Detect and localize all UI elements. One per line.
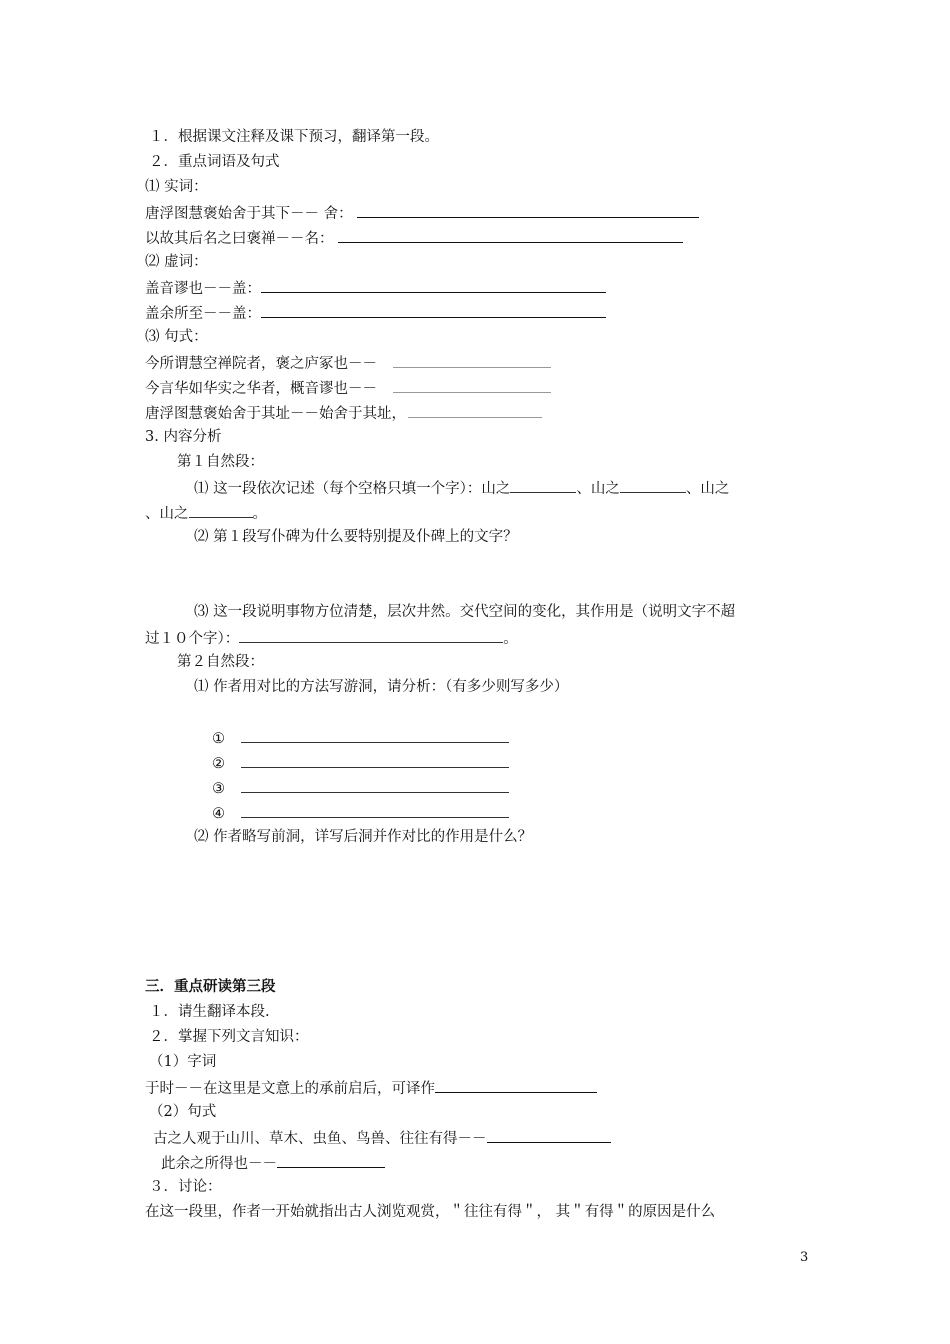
- question-text: 古之人观于山川、草木、虫鱼、鸟兽、往往有得－－: [153, 1131, 487, 1147]
- question-p1-order: [194, 477, 729, 499]
- question-text: 今言华如华实之华者，概音谬也－－: [145, 381, 377, 397]
- answer-blank[interactable]: [241, 727, 509, 743]
- question-p1-order-cont: [145, 502, 267, 524]
- item-3-discussion: ３．讨论：: [149, 1179, 222, 1195]
- question-sentence-3: [145, 402, 542, 424]
- question-gai-1: [145, 277, 606, 299]
- page-number: 3: [800, 1250, 809, 1265]
- answer-blank[interactable]: [261, 302, 606, 318]
- question-text: 以故其后名之曰褒禅－－名：: [145, 231, 334, 247]
- answer-blank[interactable]: [393, 352, 551, 368]
- question-text: 此余之所得也－－: [161, 1156, 277, 1172]
- answer-blank[interactable]: [241, 777, 509, 793]
- answer-blank[interactable]: [239, 627, 503, 643]
- answer-blank[interactable]: [487, 1127, 611, 1143]
- discussion-question: 在这一段里，作者一开始就指出古人浏览观赏，＂往往有得＂， 其＂有得＂的原因是什么: [145, 1204, 716, 1220]
- sub-heading-sentence-patterns: ⑶ 句式：: [145, 329, 208, 345]
- answer-line-1: [212, 727, 509, 749]
- end-period: 。: [503, 631, 518, 647]
- question-text: ⑴ 这一段依次记述（每个空格只填一个字）：山之: [194, 481, 511, 497]
- separator-text: 、山之: [145, 506, 189, 522]
- separator-text: 、山之: [685, 481, 730, 497]
- item-3-content-analysis: 3. 内容分析: [145, 429, 222, 445]
- answer-line-3: [212, 777, 509, 799]
- list-marker: ④: [212, 806, 225, 822]
- answer-blank[interactable]: [261, 277, 606, 293]
- answer-line-2: [212, 752, 509, 774]
- question-p1-function-cont: [145, 627, 518, 649]
- question-text: 盖余所至－－盖：: [145, 306, 261, 322]
- question-sentence-2: [145, 377, 551, 399]
- answer-blank[interactable]: [510, 477, 576, 493]
- answer-blank[interactable]: [277, 1152, 385, 1168]
- answer-blank[interactable]: [241, 802, 509, 818]
- question-p2-effect: ⑵ 作者略写前洞，详写后洞并作对比的作用是什么？: [194, 829, 533, 845]
- answer-blank[interactable]: [620, 477, 686, 493]
- answer-blank[interactable]: [241, 752, 509, 768]
- answer-blank[interactable]: [189, 502, 253, 518]
- item-1-translate: １．根据课文注释及课下预习，翻译第一段。: [149, 129, 439, 145]
- question-gu-zhi-ren: [153, 1127, 611, 1149]
- question-text: 过１０个字）：: [145, 631, 240, 647]
- question-text: 盖音谬也－－盖：: [145, 281, 261, 297]
- answer-blank[interactable]: [408, 402, 542, 418]
- item-1-translate-para: １．请生翻译本段.: [149, 1004, 270, 1020]
- sub-heading-function-words: ⑵ 虚词：: [145, 254, 208, 270]
- section-3-heading: 三．重点研读第三段: [145, 978, 276, 995]
- question-text: 今所谓慧空禅院者，褒之庐冢也－－: [145, 356, 377, 372]
- question-ming: [145, 227, 683, 249]
- answer-blank[interactable]: [357, 202, 699, 218]
- question-ci-yu: [161, 1152, 385, 1174]
- sub-heading-sentences: （2）句式: [149, 1104, 217, 1120]
- sub-heading-words: （1）字词: [149, 1054, 217, 1070]
- item-2-classical-knowledge: ２．掌握下列文言知识：: [149, 1029, 309, 1045]
- question-text: 于时－－在这里是文意上的承前启后，可译作: [145, 1081, 435, 1097]
- paragraph-2-heading: 第２自然段：: [177, 654, 264, 670]
- question-she: [145, 202, 699, 224]
- list-marker: ②: [212, 756, 225, 772]
- question-text: 唐浮图慧褒始舍于其下－－ 舍：: [145, 206, 353, 222]
- question-sentence-1: [145, 352, 551, 374]
- question-text: 唐浮图慧褒始舍于其址－－始舍于其址，: [145, 406, 406, 422]
- question-yushi: [145, 1077, 597, 1099]
- answer-blank[interactable]: [435, 1077, 597, 1093]
- question-p1-function: ⑶ 这一段说明事物方位清楚，层次井然。交代空间的变化，其作用是（说明文字不超: [194, 604, 736, 620]
- list-marker: ③: [212, 781, 225, 797]
- answer-blank[interactable]: [393, 377, 551, 393]
- separator-text: 、山之: [576, 481, 620, 497]
- question-gai-2: [145, 302, 606, 324]
- end-period: 。: [252, 506, 267, 522]
- sub-heading-notional-words: ⑴ 实词：: [145, 179, 208, 195]
- item-2-keywords: ２．重点词语及句式: [149, 154, 280, 170]
- question-p2-contrast: ⑴ 作者用对比的方法写游洞，请分析：（有多少则写多少）: [194, 679, 569, 695]
- paragraph-1-heading: 第１自然段：: [177, 454, 264, 470]
- answer-blank[interactable]: [338, 227, 683, 243]
- list-marker: ①: [212, 731, 225, 747]
- answer-line-4: [212, 802, 509, 824]
- question-p1-stele: ⑵ 第１段写仆碑为什么要特别提及仆碑上的文字？: [194, 529, 518, 545]
